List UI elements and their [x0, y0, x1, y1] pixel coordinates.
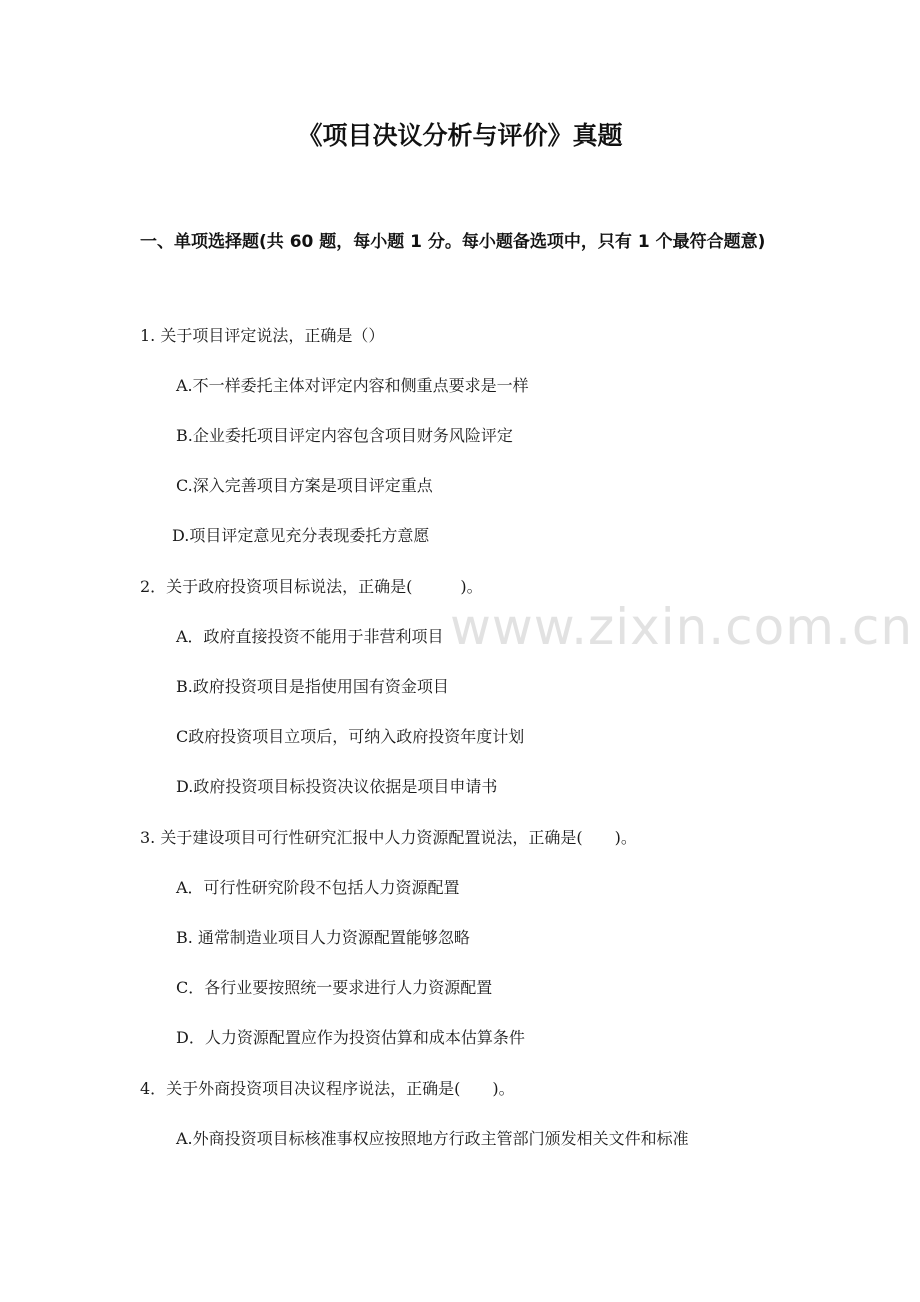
question-option: A．可行性研究阶段不包括人力资源配置 [176, 878, 460, 897]
question-stem: 2．关于政府投资项目标说法，正确是( )。 [140, 577, 483, 596]
document-title: 《项目决议分析与评价》真题 [297, 121, 623, 150]
question-option: A．政府直接投资不能用于非营利项目 [176, 627, 444, 646]
section-heading: 一、单项选择题(共 60 题，每小题 1 分。每小题备选项中，只有 1 个最符合题意) [140, 232, 766, 252]
question-stem: 3. 关于建设项目可行性研究汇报中人力资源配置说法，正确是( )。 [140, 828, 637, 847]
question-option: A.外商投资项目标核准事权应按照地方行政主管部门颁发相关文件和标准 [176, 1129, 689, 1148]
question-option: D．人力资源配置应作为投资估算和成本估算条件 [176, 1028, 525, 1047]
question-option: A.不一样委托主体对评定内容和侧重点要求是一样 [176, 376, 529, 395]
question-option: C政府投资项目立项后，可纳入政府投资年度计划 [176, 727, 525, 746]
question-option: B.企业委托项目评定内容包含项目财务风险评定 [176, 426, 513, 445]
question-option: B.政府投资项目是指使用国有资金项目 [176, 677, 449, 696]
question-stem: 1. 关于项目评定说法，正确是（） [140, 326, 385, 345]
question-option: D.项目评定意见充分表现委托方意愿 [172, 526, 430, 545]
question-stem: 4．关于外商投资项目决议程序说法，正确是( )。 [140, 1079, 515, 1098]
question-option: D.政府投资项目标投资决议依据是项目申请书 [176, 777, 498, 796]
question-option: C．各行业要按照统一要求进行人力资源配置 [176, 978, 493, 997]
question-option: B. 通常制造业项目人力资源配置能够忽略 [176, 928, 470, 947]
watermark: www.zixin.com.cn [450, 598, 914, 656]
question-option: C.深入完善项目方案是项目评定重点 [176, 476, 433, 495]
